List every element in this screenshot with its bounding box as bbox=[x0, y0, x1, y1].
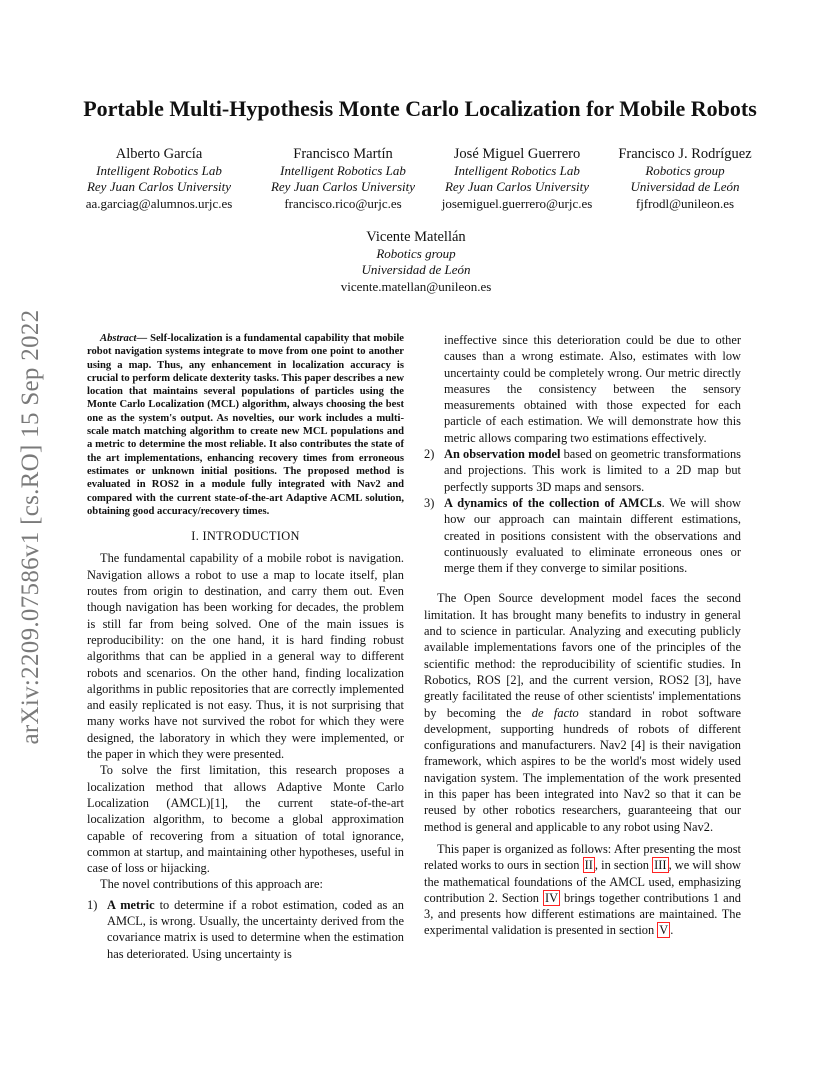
paragraph bbox=[424, 590, 741, 834]
section-link-iii[interactable]: III bbox=[654, 858, 667, 873]
paragraph-text: . bbox=[670, 923, 674, 938]
author-email: fjfrodl@unileon.es bbox=[635, 195, 735, 211]
author-email: josemiguel.guerrero@urjc.es bbox=[441, 195, 593, 211]
paragraph-text: brings together contributions 1 and 3, and presents how different estimations are maintained. The experimental validation is presented in section bbox=[424, 890, 741, 938]
author-group: Intelligent Robotics Lab bbox=[454, 162, 580, 178]
paragraph bbox=[424, 841, 741, 939]
list-item-text: . We will show how our approach can maintain different estimations, created in positions consistent with the observations and continuously evaluated to eliminate erroneous ones or merge them if they converge to similar positions. bbox=[444, 495, 741, 576]
abstract-label: Abstract bbox=[100, 333, 137, 344]
paragraph-text: , we will show the mathematical foundations of the AMCL used, emphasizing contribution 2. Section bbox=[424, 858, 741, 905]
author-group: Intelligent Robotics Lab bbox=[96, 162, 222, 178]
author-block bbox=[590, 146, 780, 212]
author-email: francisco.rico@urjc.es bbox=[284, 195, 402, 211]
contribution-list bbox=[87, 897, 404, 962]
list-item bbox=[424, 495, 741, 576]
right-column bbox=[424, 332, 741, 939]
list-item-text: ineffective since this deterioration could be due to other causes than a wrong estimate. Also, estimates with low uncertainty could be completely wrong. Our metric directly measures the consistency between the sensory measurements obtained with those expected for each particle of each estimation. We will demonstrate how this metric allows comparing two estimations effectively. bbox=[444, 333, 741, 445]
author-name: José Miguel Guerrero bbox=[453, 146, 581, 162]
author-block bbox=[422, 146, 612, 212]
left-column bbox=[87, 332, 404, 962]
list-number: 1) bbox=[87, 897, 98, 912]
paragraph: To solve the first limitation, this research proposes a localization method that allows Adaptive Monte Carlo Localization (AMCL)[1], the current state-of-the-art localization algorithm, to become a global approximation capable of recovering from a situation of total ignorance, common at startup, and maintaining other hypotheses, useful in case of loss or hijacking. bbox=[87, 763, 404, 876]
paragraph: The novel contributions of this approach are: bbox=[100, 877, 323, 892]
paper-title: Portable Multi-Hypothesis Monte Carlo Localization for Mobile Robots bbox=[83, 96, 757, 121]
author-institution: Rey Juan Carlos University bbox=[270, 179, 416, 194]
author-block bbox=[64, 146, 254, 212]
list-item-title: A metric bbox=[107, 897, 155, 912]
author-name: Francisco J. Rodríguez bbox=[618, 146, 752, 162]
author-institution: Universidad de León bbox=[361, 262, 471, 277]
section-link-iv[interactable]: IV bbox=[544, 890, 559, 905]
author-name: Francisco Martín bbox=[293, 146, 393, 162]
author-block bbox=[248, 146, 438, 212]
list-item-text: based on geometric transformations and projections. This work is limited to a 2D map but perfectly supports 3D maps and sensors. bbox=[444, 447, 741, 494]
list-item-title: An observation model bbox=[444, 447, 561, 462]
abstract bbox=[87, 332, 404, 518]
paragraph-text: standard in robot software development, supporting hundreds of robots of different configurations and manufacturers. Nav2 [4] is their navigation framework, which aspires to be the world's most widely used navigation system. The implementation of the work presented in this paper has been integrated into Nav2 so that it can be reused by other robotics researchers, guaranteeing that our method is general and applicable to any robot using Nav2. bbox=[424, 705, 741, 834]
author-email: aa.garciag@alumnos.urjc.es bbox=[85, 195, 233, 211]
section-link-v[interactable]: V bbox=[659, 923, 669, 938]
author-email: vicente.matellan@unileon.es bbox=[340, 278, 492, 294]
list-item bbox=[424, 446, 741, 495]
paragraph-text: The Open Source development model faces the second limitation. It has brought many benefits to industry in general and to science in particular. Analyzing and executing publicly available implementations favors one of the principles of the scientific method: the reproducibility of scientific studies. In Robotics, ROS [2], and the current version, ROS2 [3], have greatly facilitated the reuse of other scientists' implementations by becoming the bbox=[424, 591, 741, 720]
author-group: Robotics group bbox=[376, 245, 456, 261]
section-link-ii[interactable]: II bbox=[584, 858, 593, 873]
paragraph-text: This paper is organized as follows: After presenting the most related works to ours in section bbox=[424, 841, 741, 873]
list-item-title: A dynamics of the collection of AMCLs bbox=[444, 495, 662, 510]
list-number: 3) bbox=[424, 495, 435, 510]
author-group: Intelligent Robotics Lab bbox=[280, 162, 406, 178]
arxiv-sidebar-stamp bbox=[2, 292, 60, 762]
emphasis: de facto bbox=[531, 705, 579, 720]
section-heading: I. INTRODUCTION bbox=[191, 529, 300, 544]
author-group: Robotics group bbox=[645, 162, 725, 178]
author-name: Alberto García bbox=[115, 146, 203, 162]
author-institution: Rey Juan Carlos University bbox=[444, 179, 590, 194]
paragraph-text: , in section bbox=[594, 858, 653, 873]
list-item bbox=[424, 332, 741, 446]
contribution-list-continued bbox=[424, 332, 741, 576]
author-institution: Rey Juan Carlos University bbox=[86, 179, 232, 194]
arxiv-id: arXiv:2209.07586v1 [cs.RO] 15 Sep 2022 bbox=[17, 309, 44, 745]
author-block bbox=[321, 229, 511, 295]
author-institution: Universidad de León bbox=[630, 179, 740, 194]
list-number: 2) bbox=[424, 447, 435, 462]
abstract-text: — Self-localization is a fundamental capability that mobile robot navigation systems integrate to move from one point to another using a map. Thus, any enhancement in localization accuracy is crucial to perform delicate dexterity tasks. This paper describes a new location that maintains several populations of particles using the Monte Carlo Localization (MCL) algorithm, always choosing the best one as the system's output. As novelties, our work includes a multi-scale match matching algorithm to create new MCL populations and a metric to determine the most reliable. It also contributes the state of the art implementations, enhancing recovery times from erroneous estimates or unknown initial positions. The proposed method is evaluated in ROS2 in a module fully integrated with Nav2 and compared with the current state-of-the-art Adaptive ACML solution, obtaining good accuracy/recovery times. bbox=[87, 333, 404, 517]
list-item bbox=[87, 897, 404, 962]
author-name: Vicente Matellán bbox=[366, 229, 466, 245]
paragraph: The fundamental capability of a mobile robot is navigation. Navigation allows a robot to use a map to locate itself, plan routes from origin to destination, and carry them out. Even though navigation has been working for decades, the problem is still far from being solved. One of the main issues is reproducibility: on the one hand, it is hard finding robust algorithms that can be applied in a general way to different robots and scenarios. On the other hand, finding localization algorithms in public repositories that are correctly implemented and easily replicated is not easy. Thus, it is not surprising that many works have not survived the robot for which they were designed, the laboratory in which they were implemented, or the paper in which they were presented. bbox=[87, 551, 404, 762]
list-item-text: to determine if a robot estimation, coded as an AMCL, is wrong. Usually, the uncertainty derived from the covariance matrix is used to determine when the estimation has deteriorated. Using uncertainty is bbox=[107, 897, 404, 961]
